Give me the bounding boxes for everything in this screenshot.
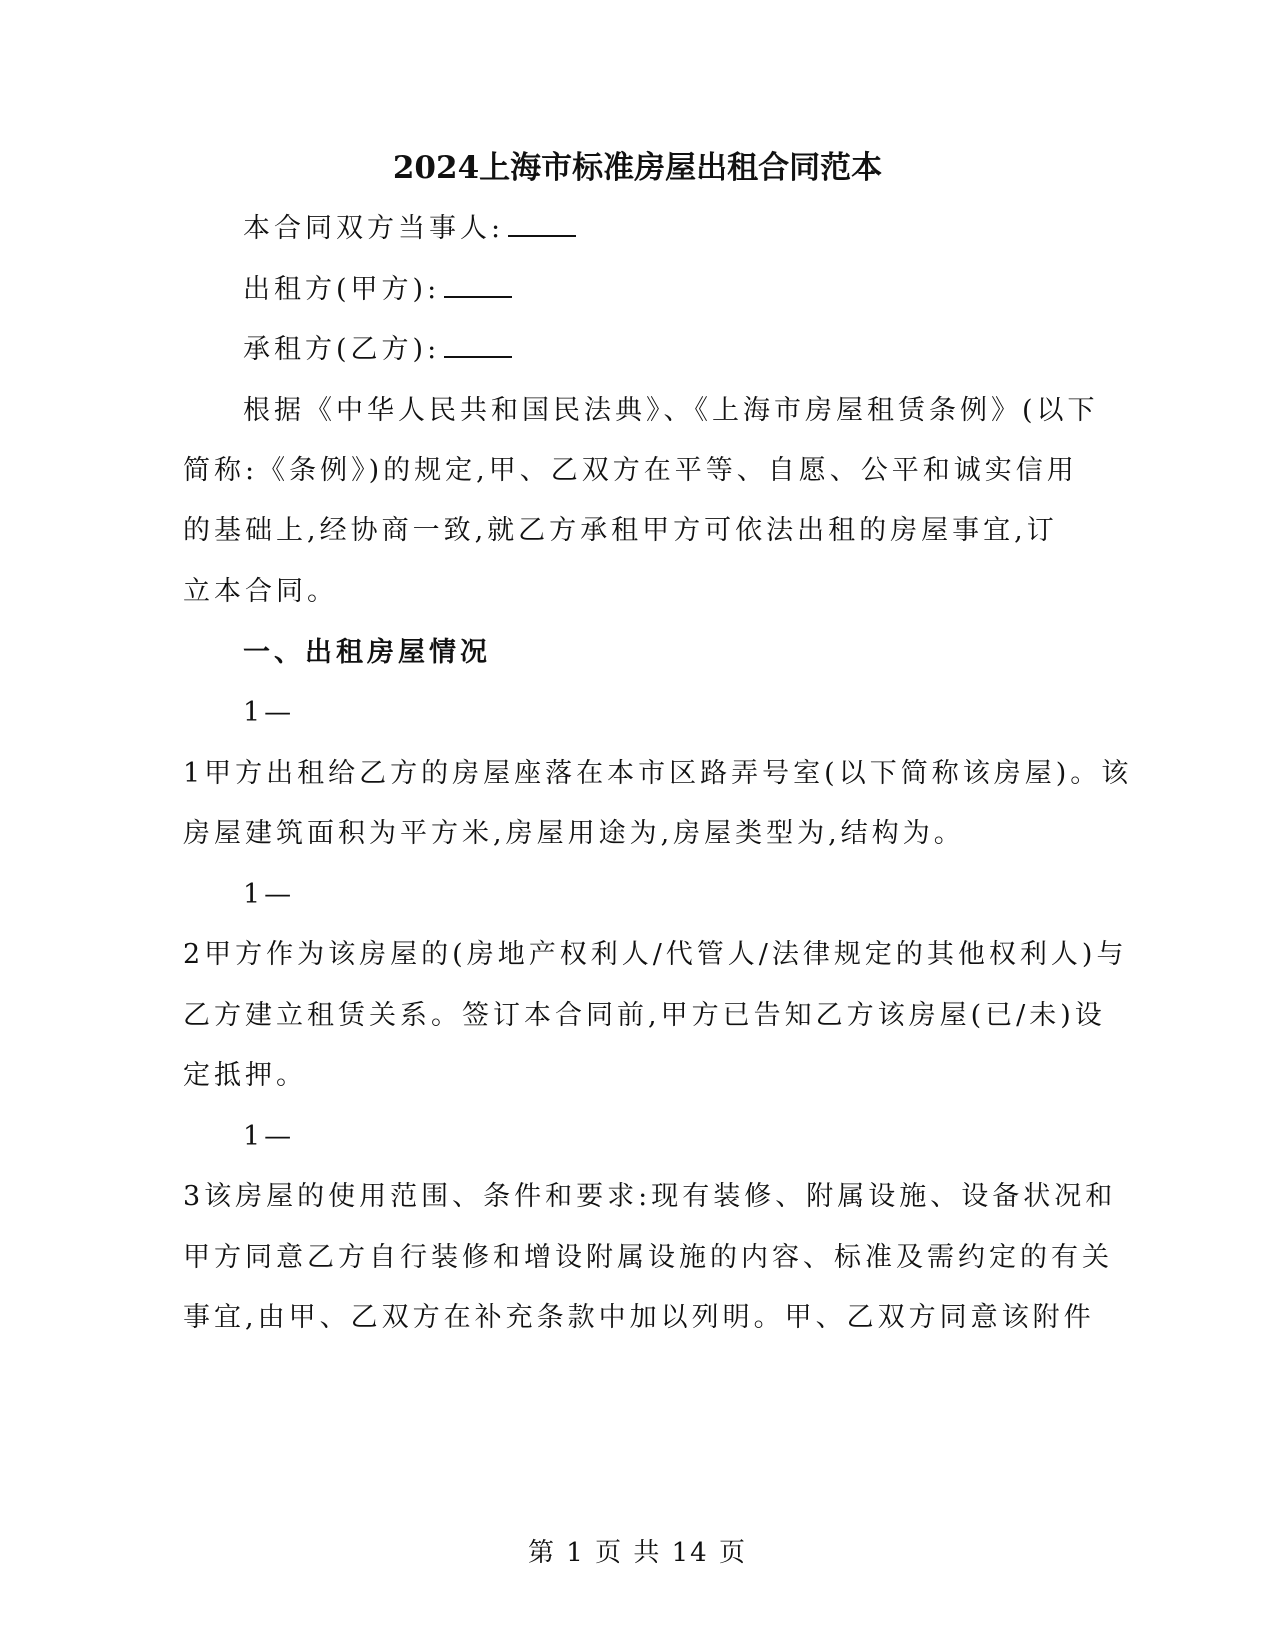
page-number: 第 1 页 共 14 页: [528, 1538, 747, 1568]
lessee-blank: [444, 334, 512, 358]
clause-line: 1甲方出租给乙方的房屋座落在本市区路弄号室(以下简称该房屋)。该: [183, 758, 1133, 789]
clause-marker: 1—: [243, 879, 296, 910]
preamble-line: 简称:《条例》)的规定,甲、乙双方在平等、自愿、公平和诚实信用: [183, 455, 1078, 486]
clause-line: 事宜,由甲、乙双方在补充条款中加以列明。甲、乙双方同意该附件: [183, 1302, 1095, 1333]
clause-line: 甲方同意乙方自行装修和增设附属设施的内容、标准及需约定的有关: [183, 1242, 1113, 1273]
preamble-line: 立本合同。: [183, 576, 338, 607]
preamble-line: 的基础上,经协商一致,就乙方承租甲方可依法出租的房屋事宜,订: [183, 515, 1058, 546]
lessor-blank: [444, 274, 512, 298]
lessee-line: [243, 332, 512, 368]
clause-line: 乙方建立租赁关系。签订本合同前,甲方已告知乙方该房屋(已/未)设: [183, 1000, 1106, 1031]
lessee-label: 承租方(乙方):: [243, 334, 441, 365]
preamble-line: 根据《中华人民共和国民法典》、《上海市房屋租赁条例》(以下: [243, 395, 1099, 426]
lessor-line: [243, 272, 512, 308]
clause-line: 2甲方作为该房屋的(房地产权利人/代管人/法律规定的其他权利人)与: [183, 939, 1128, 970]
section-heading: 一、出租房屋情况: [243, 637, 491, 668]
clause-line: 定抵押。: [183, 1060, 307, 1091]
party-all-blank: [508, 213, 576, 237]
party-all-label: 本合同双方当事人:: [243, 213, 505, 244]
party-all-line: [243, 211, 576, 247]
clause-line: 房屋建筑面积为平方米,房屋用途为,房屋类型为,结构为。: [183, 818, 965, 849]
clause-line: 3该房屋的使用范围、条件和要求:现有装修、附属设施、设备状况和: [183, 1181, 1117, 1212]
clause-marker: 1—: [243, 1121, 296, 1152]
lessor-label: 出租方(甲方):: [243, 274, 441, 305]
clause-marker: 1—: [243, 697, 296, 728]
page-title: 2024上海市标准房屋出租合同范本: [392, 150, 883, 186]
